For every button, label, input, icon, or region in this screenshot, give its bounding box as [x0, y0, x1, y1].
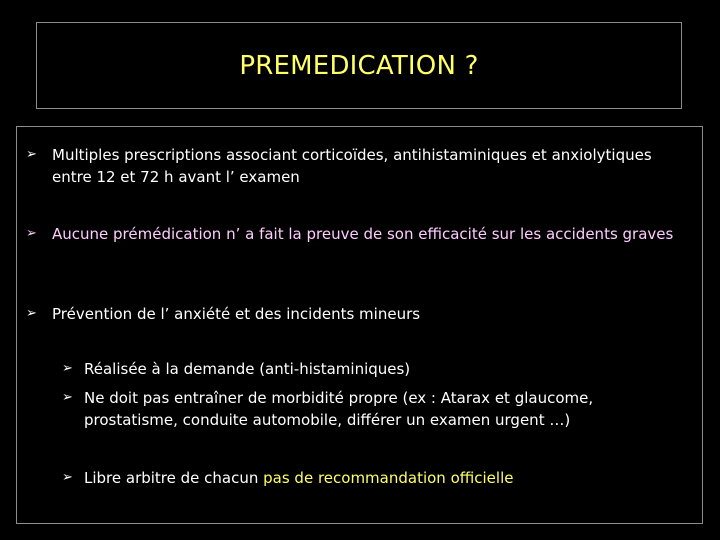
sub-bullet-text	[62, 467, 682, 489]
arrow-bullet-icon: ➢	[26, 226, 37, 241]
arrow-bullet-icon: ➢	[62, 361, 73, 376]
sub-bullet-free-choice	[62, 467, 682, 489]
bullet-prescriptions	[26, 144, 686, 188]
sub-bullet-on-demand	[62, 358, 682, 380]
free-choice-text: Libre arbitre de chacun	[84, 469, 264, 487]
bullet-text: Multiples prescriptions associant corticoïdes, antihistaminiques et anxiolytiques entre 12 et 72 h avant l’ examen	[52, 146, 652, 186]
sub-bullet-morbidity	[62, 387, 682, 431]
title-box	[36, 22, 682, 109]
slide-title: PREMEDICATION ?	[239, 50, 479, 81]
arrow-bullet-icon: ➢	[26, 306, 37, 321]
sub-bullet-text: Ne doit pas entraîner de morbidité propre (ex : Atarax et glaucome, prostatisme, conduite automobile, différer un examen urgent …)	[84, 389, 594, 429]
bullet-no-efficacy	[26, 223, 686, 245]
no-recommendation-text: pas de recommandation officielle	[263, 469, 514, 487]
bullet-prevention	[26, 303, 686, 325]
arrow-bullet-icon: ➢	[26, 147, 37, 162]
bullet-text: Aucune prémédication n’ a fait la preuve de son efficacité sur les accidents graves	[52, 225, 674, 243]
arrow-bullet-icon: ➢	[62, 470, 73, 485]
bullet-text: Prévention de l’ anxiété et des incidents mineurs	[52, 305, 421, 323]
sub-bullet-text: Réalisée à la demande (anti-histaminiques)	[84, 360, 411, 378]
arrow-bullet-icon: ➢	[62, 390, 73, 405]
